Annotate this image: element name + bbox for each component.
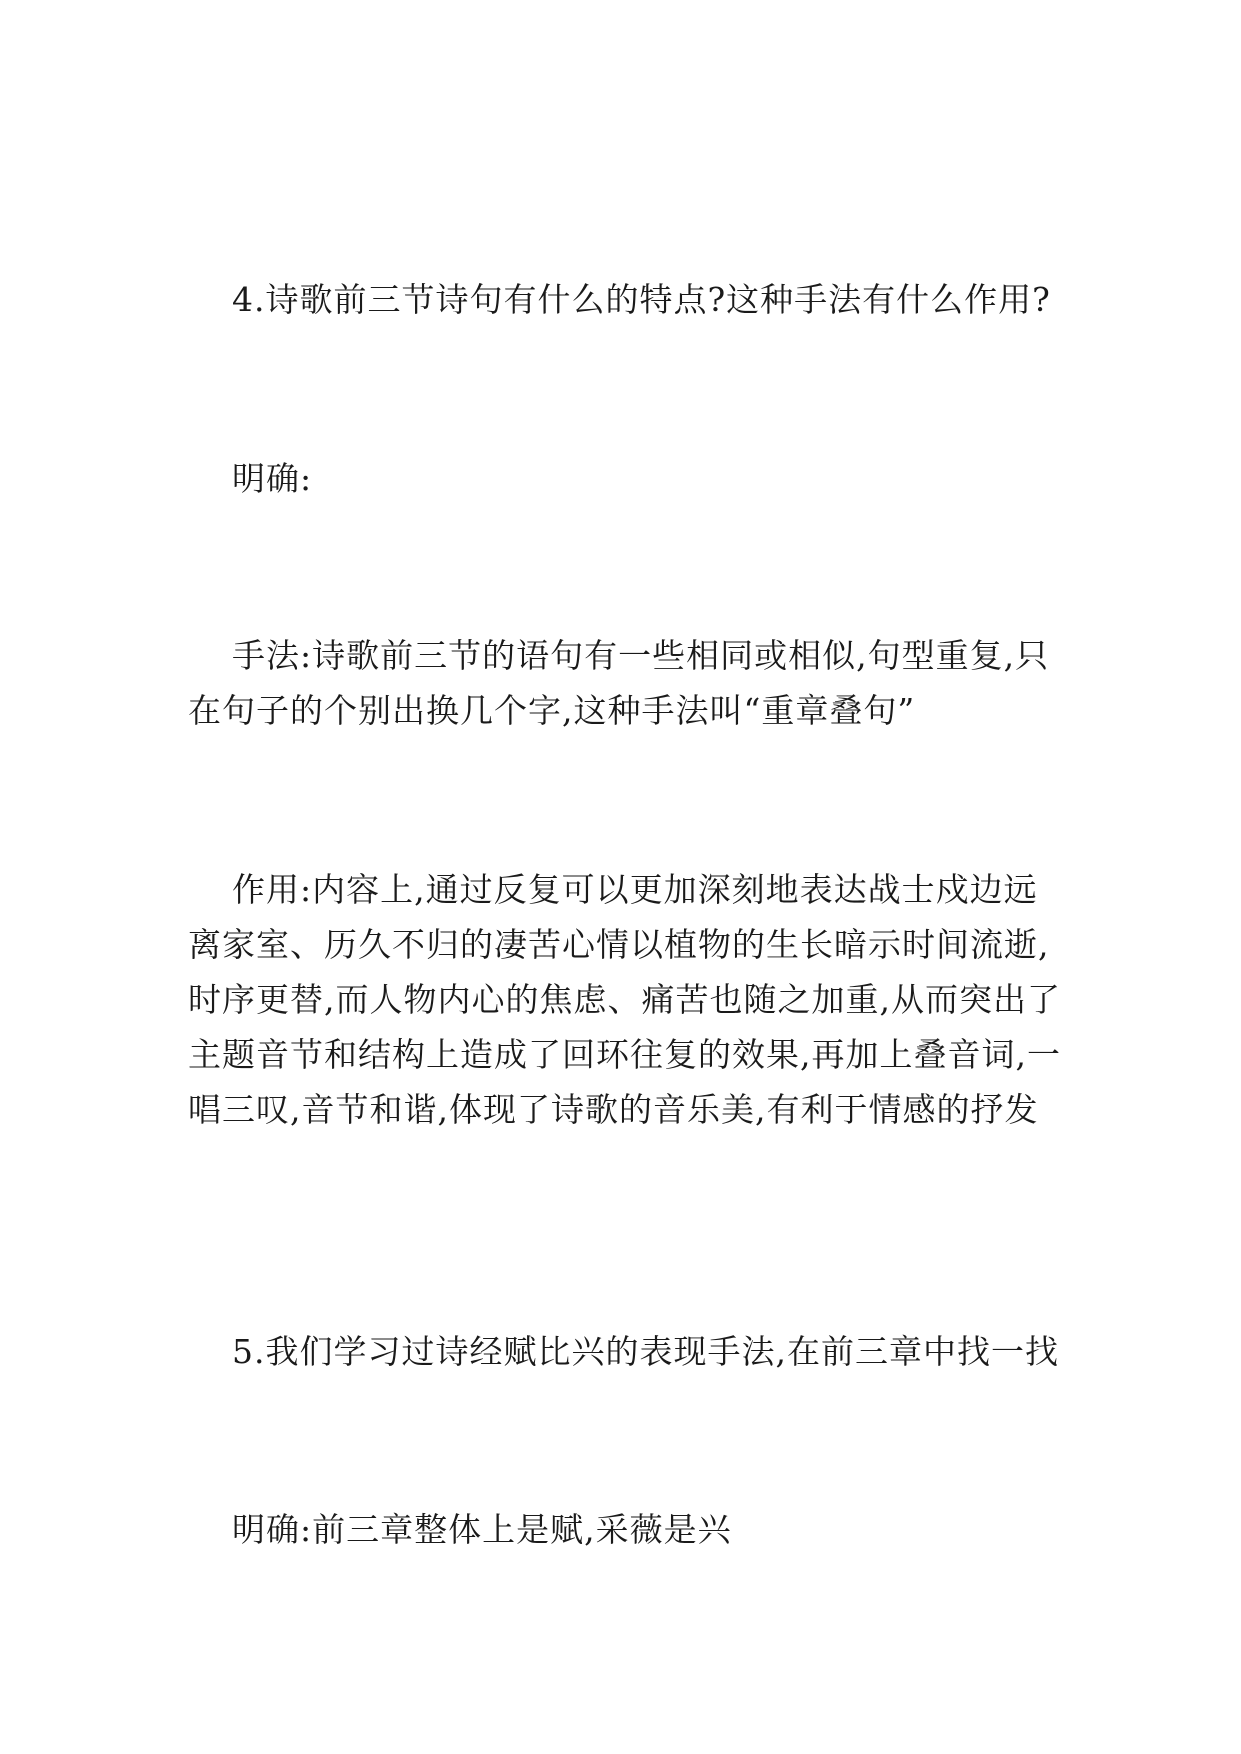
question-5: 5.我们学习过诗经赋比兴的表现手法,在前三章中找一找: [232, 1332, 1059, 1371]
question-4: 4.诗歌前三节诗句有什么的特点?这种手法有什么作用?: [232, 280, 1051, 319]
answer-4-label: 明确:: [232, 459, 313, 498]
answer-4-effect: 作用:内容上,通过反复可以更加深刻地表达战士戍边远离家室、历久不归的凄苦心情以植物的生长暗示时间流逝,时序更替,而人物内心的焦虑、痛苦也随之加重,从而突出了主题音节和结构上造成了回环往复的效果,再加上叠音词,一唱三叹,音节和谐,体现了诗歌的音乐美,有利于情感的抒发: [188, 870, 1061, 1129]
answer-5: 明确:前三章整体上是赋,采薇是兴: [232, 1510, 732, 1549]
answer-4-method: 手法:诗歌前三节的语句有一些相同或相似,句型重复,只在句子的个别出换几个字,这种手法叫“重章叠句”: [188, 636, 1050, 730]
